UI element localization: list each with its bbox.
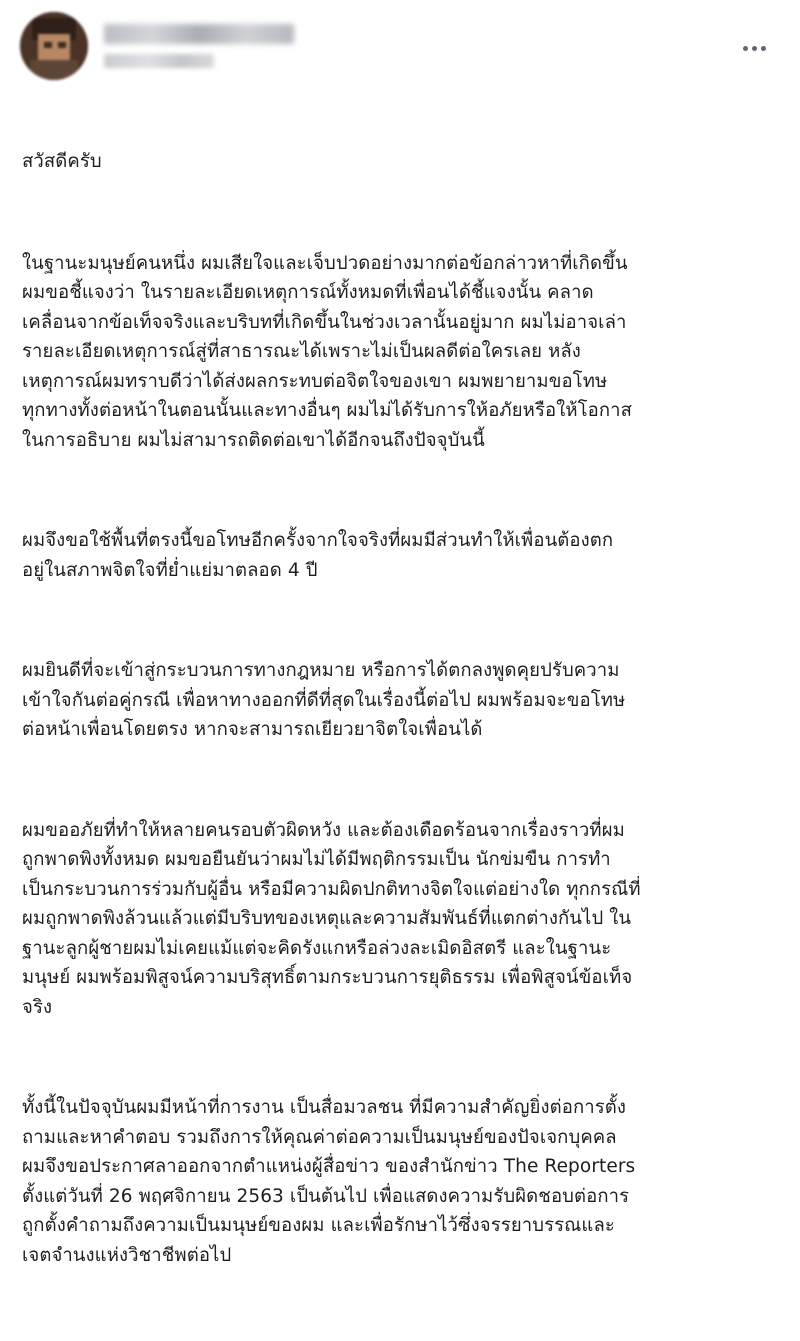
post-paragraph: ผมยินดีที่จะเข้าสู่กระบวนการทางกฎหมาย หรือการได้ตกลงพูดคุยปรับความ เข้าใจกันต่อคู่กรณี เพื่อหาทางออกที่ดีที่สุดในเรื่องนี้ต่อไป ผมพร้อมจะขอโทษ ต่อหน้าเพื่อนโดยตรง หากจะสามารถเยียวยาจิตใจเพื่อนได้ xyxy=(22,660,626,740)
post-paragraph: ผมขออภัยที่ทำให้หลายคนรอบตัวผิดหวัง และต้องเดือดร้อนจากเรื่องราวที่ผม ถูกพาดพิงทั้งหมด ผมขอยืนยันว่าผมไม่ได้มีพฤติกรรมเป็น นักข่มขืน การทำ เป็นกระบวนการร่วมกับผู้อื่น หรือมีความผิดปกติทางจิตใจแต่อย่างใด ทุกกรณีที่ ผมถูกพาดพิงล้วนแล้วแต่มีบริบทของเหตุและความสัมพันธ์ที่แตกต่างกันไป ใน ฐานะลูกผู้ชายผมไม่เคยแม้แต่จะคิดรังแกหรือล่วงละเมิดอิสตรี และในฐานะ มนุษย์ ผมพร้อมพิสูจน์ความบริสุทธิ์ตามกระบวนการยุติธรรม เพื่อพิสูจน์ข้อเท็จ จริง xyxy=(22,819,641,1018)
more-options-button[interactable] xyxy=(736,36,772,60)
more-dots-icon xyxy=(743,46,748,51)
more-dots-icon xyxy=(752,46,757,51)
post-paragraph: ในฐานะมนุษย์คนหนึ่ง ผมเสียใจและเจ็บปวดอย่างมากต่อข้อกล่าวหาที่เกิดขึ้น ผมขอชี้แจงว่า ในรายละเอียดเหตุการณ์ทั้งหมดที่เพื่อนได้ชี้แจงนั้น คลาด เคลื่อนจากข้อเท็จจริงและบริบทที่เกิดขึ้นในช่วงเวลานั้นอยู่มาก ผมไม่อาจเล่า รายละเอียดเหตุการณ์สู่ที่สาธารณะได้เพราะไม่เป็นผลดีต่อใครเลย หลัง เหตุการณ์ผมทราบดีว่าได้ส่งผลกระทบต่อจิตใจของเขา ผมพยายามขอโทษ ทุกทางทั้งต่อหน้าในตอนนั้นและทางอื่นๆ ผมไม่ได้รับการให้อภัยหรือให้โอกาส ในการอธิบาย ผมไม่สามารถติดต่อเขาได้อีกจนถึงปัจจุบันนี้ xyxy=(22,252,633,451)
more-dots-icon xyxy=(761,46,766,51)
post-header xyxy=(20,12,780,84)
author-name-redacted[interactable] xyxy=(104,24,294,44)
post-body xyxy=(22,88,792,1341)
post-greeting: สวัสดีครับ xyxy=(22,151,102,172)
post-paragraph: ผมจึงขอใช้พื้นที่ตรงนี้ขอโทษอีกครั้งจากใจจริงที่ผมมีส่วนทำให้เพื่อนต้องตก อยู่ในสภาพจิตใจที่ย่ำแย่มาตลอด 4 ปี xyxy=(22,530,614,581)
post-meta-redacted[interactable] xyxy=(104,54,214,68)
avatar[interactable] xyxy=(20,12,88,80)
post-paragraph: ทั้งนี้ในปัจจุบันผมมีหน้าที่การงาน เป็นสื่อมวลชน ที่มีความสำคัญยิ่งต่อการตั้ง ถามและหาคำตอบ รวมถึงการให้คุณค่าต่อความเป็นมนุษย์ของปัจเจกบุคคล ผมจึงขอประกาศลาออกจากตำแหน่งผู้สื่อข่าว ของสำนักข่าว The Reporters ตั้งแต่วันที่ 26 พฤศจิกายน 2563 เป็นต้นไป เพื่อแสดงความรับผิดชอบต่อการ ถูกตั้งคำถามถึงความเป็นมนุษย์ของผม และเพื่อรักษาไว้ซึ่งจรรยาบรรณและ เจตจำนงแห่งวิชาชีพต่อไป xyxy=(22,1097,636,1266)
